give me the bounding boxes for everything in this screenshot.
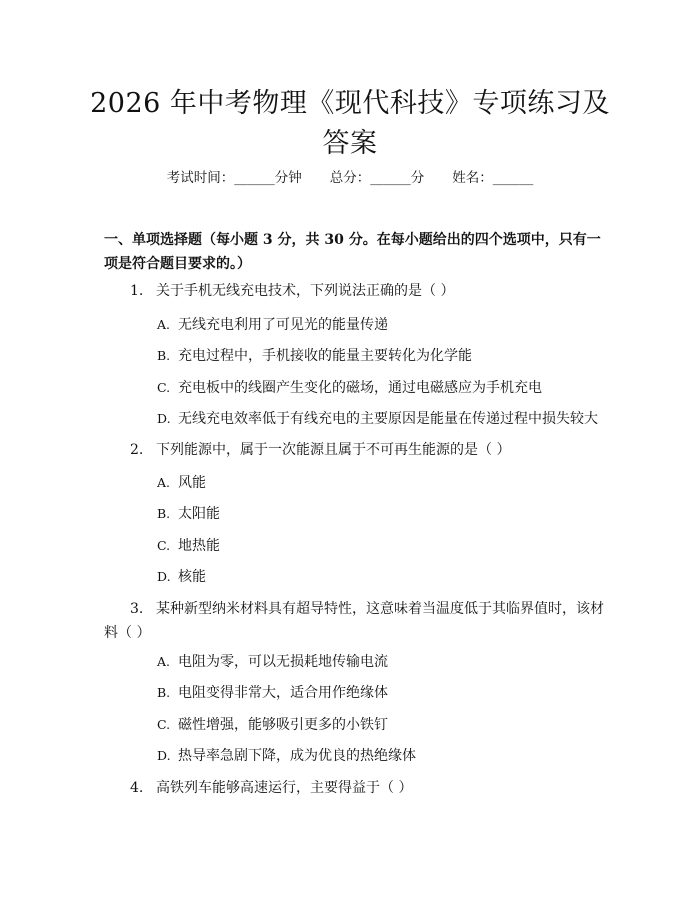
exam-info-line	[0, 169, 700, 187]
question-3-option-b	[157, 683, 388, 703]
total-score-label: 总分：______分	[329, 170, 425, 186]
question-4	[104, 776, 604, 800]
option-letter: B.	[157, 685, 171, 700]
option-letter: A.	[157, 475, 171, 490]
question-3-option-a	[157, 652, 388, 672]
option-letter: C.	[157, 717, 171, 732]
question-1-option-c	[157, 378, 542, 398]
option-text: 充电板中的线圈产生变化的磁场，通过电磁感应为手机充电	[178, 380, 542, 396]
option-letter: D.	[157, 411, 171, 426]
option-letter: B.	[157, 506, 171, 521]
option-letter: D.	[157, 569, 171, 584]
option-letter: C.	[157, 538, 171, 553]
option-letter: B.	[157, 348, 171, 363]
question-number: 4.	[130, 780, 144, 796]
question-2-option-b	[157, 504, 220, 524]
option-letter: A.	[157, 654, 171, 669]
section-heading: 一、单项选择题（每小题 3 分，共 30 分。在每小题给出的四个选项中，只有一项是符合题目要求的。）	[104, 232, 601, 272]
option-text: 无线充电效率低于有线充电的主要原因是能量在传递过程中损失较大	[178, 411, 598, 427]
question-3-option-d	[157, 746, 416, 766]
option-text: 核能	[178, 569, 206, 585]
question-2-option-d	[157, 567, 206, 587]
option-text: 电阻为零，可以无损耗地传输电流	[178, 654, 388, 670]
option-letter: C.	[157, 380, 171, 395]
question-text: 关于手机无线充电技术，下列说法正确的是（ ）	[156, 283, 455, 299]
option-letter: A.	[157, 317, 171, 332]
option-text: 磁性增强，能够吸引更多的小铁钉	[178, 717, 388, 733]
question-3-option-c	[157, 715, 388, 735]
question-text: 某种新型纳米材料具有超导特性，这意味着当温度低于其临界值时，该材料（ ）	[104, 601, 604, 641]
question-number: 2.	[130, 442, 144, 458]
question-1-option-d	[157, 409, 598, 429]
option-text: 热导率急剧下降，成为优良的热绝缘体	[178, 748, 416, 764]
option-text: 太阳能	[178, 506, 220, 522]
question-number: 3.	[130, 601, 144, 617]
option-text: 风能	[178, 475, 206, 491]
question-1-option-b	[157, 346, 472, 366]
document-title: 2026 年中考物理《现代科技》专项练习及答案	[90, 88, 610, 159]
question-2-option-a	[157, 473, 206, 493]
exam-time-label: 考试时间：______分钟	[166, 170, 302, 186]
option-text: 地热能	[178, 538, 220, 554]
option-letter: D.	[157, 748, 171, 763]
name-label: 姓名：______	[452, 170, 534, 186]
question-2-option-c	[157, 536, 220, 556]
option-text: 电阻变得非常大，适合用作绝缘体	[178, 685, 388, 701]
question-3	[104, 597, 604, 645]
option-text: 无线充电利用了可见光的能量传递	[178, 317, 388, 333]
question-number: 1.	[130, 283, 144, 299]
question-1-option-a	[157, 315, 388, 335]
option-text: 充电过程中，手机接收的能量主要转化为化学能	[178, 348, 472, 364]
question-1	[104, 279, 604, 303]
question-text: 下列能源中，属于一次能源且属于不可再生能源的是（ ）	[156, 442, 511, 458]
question-text: 高铁列车能够高速运行，主要得益于（ ）	[156, 780, 413, 796]
question-2	[104, 438, 604, 462]
